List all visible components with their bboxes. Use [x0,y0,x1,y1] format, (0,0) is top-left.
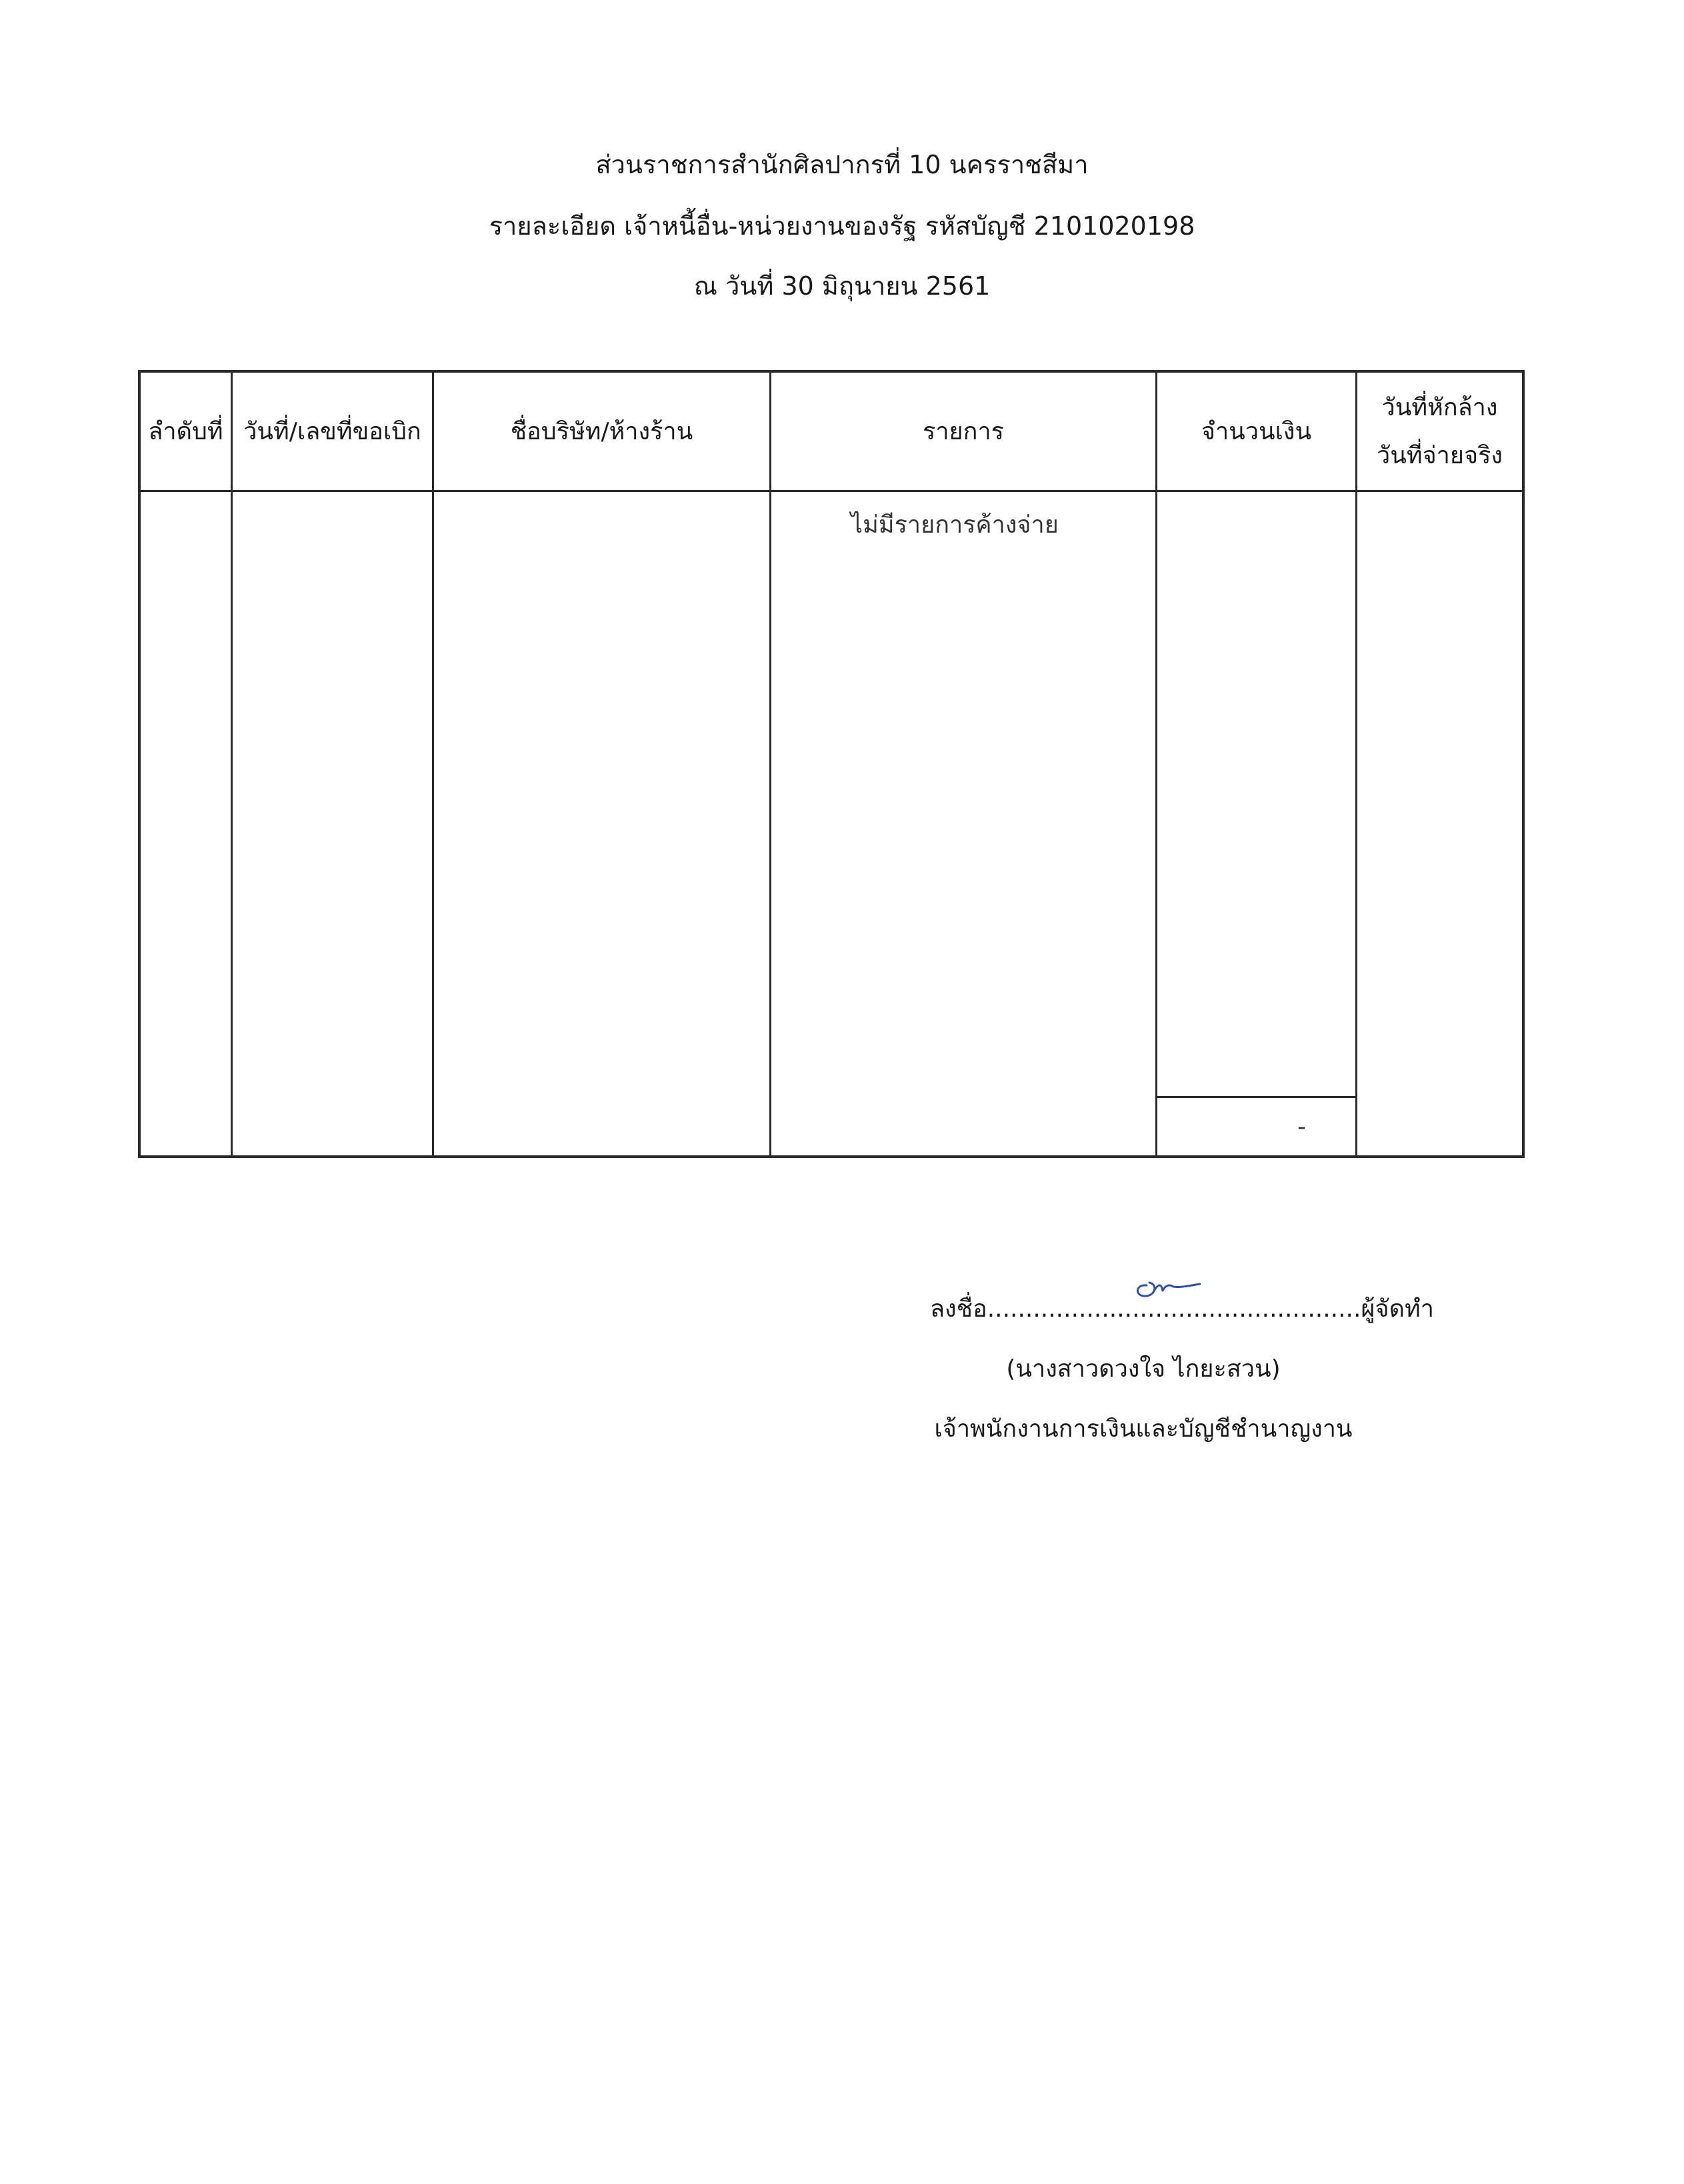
signer-position: เจ้าพนักงานการเงินและบัญชีชำนาญงาน [934,1415,1353,1443]
signer-name: (นางสาวดวงใจ ไกยะสวน) [1006,1355,1281,1383]
total-amount: - [1297,1113,1306,1141]
no-outstanding-note: ไม่มีรายการค้างจ่าย [851,511,1059,539]
signature-line: ลงชื่อ.................................................ผู้จัดทำ [930,1295,1434,1323]
report-title-account: รายละเอียด เจ้าหนี้อื่น-หน่วยงานของรัฐ รหัสบัญชี 2101020198 [489,211,1195,241]
col-header-company: ชื่อบริษัท/ห้างร้าน [510,418,693,445]
col-header-date-no: วันที่/เลขที่ขอเบิก [243,418,421,445]
col-header-item: รายการ [923,418,1004,445]
col-header-no: ลำดับที่ [148,418,223,445]
report-date: ณ วันที่ 30 มิถุนายน 2561 [693,271,991,301]
report-title-agency: ส่วนราชการสำนักศิลปากรที่ 10 นครราชสีมา [595,150,1089,179]
col-header-clear-date-line2: วันที่จ่ายจริง [1377,442,1503,469]
creditor-table [138,370,1525,1158]
col-header-clear-date [1357,373,1522,491]
col-header-amount: จำนวนเงิน [1201,418,1312,445]
total-row-divider [1155,1096,1357,1098]
col-header-clear-date-line1: วันที่หักล้าง [1381,394,1498,421]
